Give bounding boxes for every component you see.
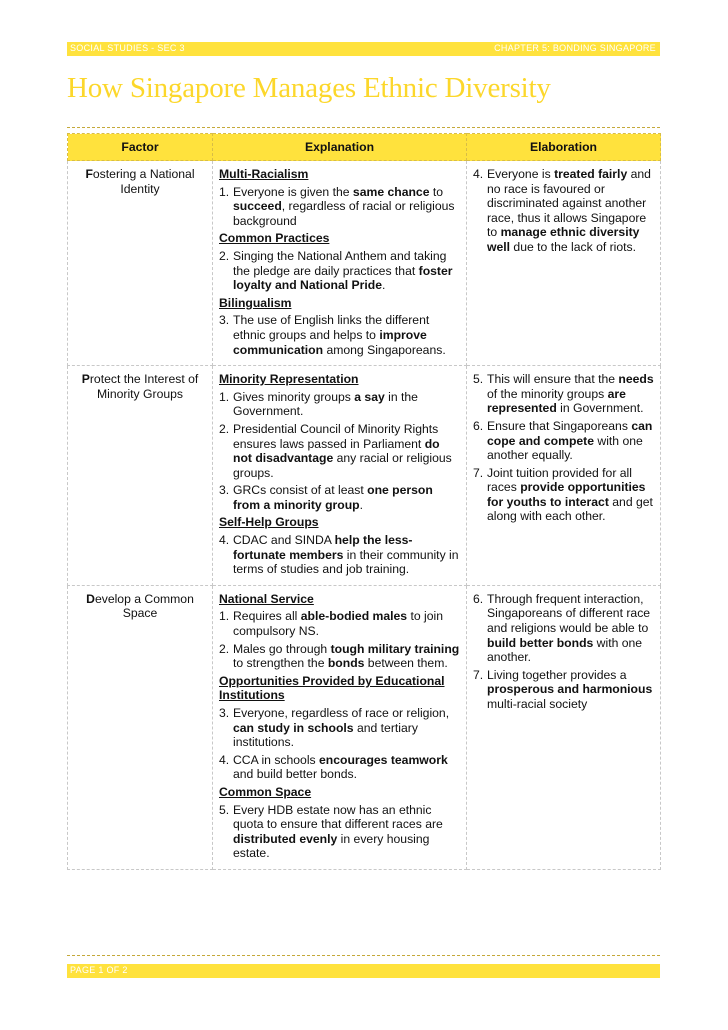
bold-text: able-bodied males: [300, 609, 408, 624]
bold-text: improve communication: [233, 327, 427, 357]
text-fragment: and no race is favoured or discriminated against another race, thus it allows Singapore to: [487, 167, 651, 240]
subheading: Common Space: [219, 784, 312, 799]
subheading: Bilingualism: [219, 295, 292, 310]
text-fragment: , regardless of racial or religious background: [233, 199, 455, 228]
list-item: [219, 249, 461, 293]
table-header-row: [68, 134, 661, 161]
list-item: [219, 483, 461, 512]
bold-text: same chance: [352, 184, 430, 199]
text-fragment: Through frequent interaction, Singaporeans of different race and religions would be able to: [487, 591, 651, 636]
bold-text: encourages teamwork: [319, 752, 448, 767]
text-fragment: with one another equally.: [487, 433, 643, 463]
item-number: 4.: [219, 533, 230, 548]
text-fragment: This will ensure that the: [487, 372, 619, 387]
item-number: 5.: [219, 802, 230, 817]
text-fragment: Ensure that Singaporeans: [487, 418, 632, 433]
item-number: 3.: [219, 483, 230, 498]
bold-text: needs: [618, 372, 654, 387]
explanation-cell: [213, 366, 467, 586]
text-fragment: in their community in terms of studies and job training.: [233, 547, 459, 577]
item-text: [233, 185, 461, 229]
text-fragment: GRCs consist of at least: [233, 483, 368, 498]
bold-text: one person from a minority group: [233, 483, 433, 512]
chapter-label: CHAPTER 5: BONDING SINGAPORE: [494, 43, 656, 53]
bold-text: a say: [354, 389, 385, 404]
subheading: Minority Representation: [219, 372, 359, 387]
text-fragment: in Government.: [556, 401, 644, 416]
list-item: [219, 642, 461, 671]
bold-text: prosperous and harmonious: [487, 682, 653, 697]
text-fragment: CDAC and SINDA: [233, 533, 335, 548]
list-item: [219, 533, 461, 577]
column-header-elaboration: Elaboration: [467, 134, 661, 161]
factor-cell: [68, 366, 213, 586]
item-text: [487, 466, 655, 524]
bold-text: can cope and compete: [487, 418, 653, 448]
item-number: 7.: [473, 465, 484, 480]
factor-label: evelop a Common Space: [94, 591, 194, 621]
text-fragment: multi-racial society: [487, 697, 588, 711]
text-fragment: Every HDB estate now has an ethnic quota to ensure that different races are: [233, 802, 443, 832]
item-number: 7.: [473, 667, 484, 682]
item-number: 4.: [473, 167, 484, 181]
bold-text: distributed evenly: [233, 831, 338, 846]
bold-text: are represented: [487, 386, 626, 416]
column-header-explanation: Explanation: [213, 134, 467, 161]
list-item: [219, 313, 461, 357]
text-fragment: any racial or religious groups.: [233, 451, 452, 480]
text-fragment: Males go through: [233, 641, 331, 656]
list-item: [473, 372, 655, 416]
list-item: [473, 592, 655, 665]
item-text: [233, 249, 461, 293]
text-fragment: Requires all: [233, 609, 301, 624]
subheading: National Service: [219, 591, 314, 606]
item-text: [233, 609, 461, 638]
explanation-cell: [213, 585, 467, 869]
item-number: 1.: [219, 184, 230, 199]
item-text: [487, 167, 655, 255]
subheading: Opportunities Provided by Educational Institutions: [219, 673, 445, 703]
factor-label: ostering a National Identity: [92, 167, 195, 196]
text-fragment: among Singaporeans.: [323, 342, 446, 357]
item-text: [233, 483, 461, 512]
item-number: 3.: [219, 313, 230, 328]
item-text: [487, 419, 655, 463]
item-number: 2.: [219, 641, 230, 656]
item-number: 5.: [473, 372, 484, 387]
list-item: [219, 390, 461, 419]
footer-bar: [67, 964, 660, 978]
list-item: [219, 706, 461, 750]
item-number: 3.: [219, 706, 230, 720]
subheading: Multi-Racialism: [219, 167, 309, 181]
text-fragment: between them.: [364, 656, 448, 671]
bold-text: treated fairly: [554, 167, 628, 181]
item-text: [487, 372, 655, 416]
bold-text: do not disadvantage: [233, 436, 440, 466]
text-fragment: CCA in schools: [233, 752, 320, 767]
item-text: [233, 390, 461, 419]
list-item: [219, 803, 461, 861]
item-text: [233, 803, 461, 861]
text-fragment: Living together provides a: [487, 667, 627, 682]
factor-cell: [68, 585, 213, 869]
item-text: [233, 313, 461, 357]
text-fragment: and build better bonds.: [233, 767, 357, 782]
factor-label: rotect the Interest of Minority Groups: [89, 372, 199, 401]
bold-text: build better bonds: [487, 635, 594, 650]
item-number: 2.: [219, 248, 230, 263]
subheading: Self-Help Groups: [219, 515, 319, 530]
text-fragment: Everyone, regardless of race or religion,: [233, 706, 450, 720]
text-fragment: and tertiary institutions.: [233, 720, 418, 750]
item-text: [487, 592, 655, 665]
table-row: [68, 585, 661, 869]
item-text: [233, 706, 461, 750]
header-bar: [67, 42, 660, 56]
item-number: 6.: [473, 591, 484, 606]
elaboration-cell: [467, 161, 661, 366]
text-fragment: Joint tuition provided for all races: [487, 465, 632, 495]
elaboration-cell: [467, 585, 661, 869]
bold-text: foster loyalty and National Pride: [233, 263, 453, 293]
table-row: [68, 366, 661, 586]
text-fragment: .: [382, 278, 386, 293]
list-item: [473, 466, 655, 524]
factor-cell: [68, 161, 213, 366]
text-fragment: Everyone is: [487, 167, 555, 181]
table-row: [68, 161, 661, 366]
explanation-cell: [213, 161, 467, 366]
list-item: [219, 609, 461, 638]
column-header-factor: Factor: [68, 134, 213, 161]
text-fragment: to strengthen the: [233, 656, 328, 671]
bold-text: succeed: [233, 199, 282, 214]
bold-text: provide opportunities for youths to interact: [487, 480, 646, 509]
page-title: How Singapore Manages Ethnic Diversity: [67, 72, 551, 104]
bold-text: can study in schools: [233, 720, 354, 735]
text-fragment: in every housing estate.: [233, 831, 430, 861]
bold-text: tough military training: [330, 641, 460, 656]
title-divider: [67, 127, 660, 128]
item-text: [233, 753, 461, 782]
text-fragment: .: [359, 497, 364, 512]
text-fragment: with one another.: [487, 635, 643, 665]
bold-text: manage ethnic diversity well: [487, 225, 640, 254]
factor-initial: D: [86, 591, 95, 606]
bold-text: help the less-fortunate members: [233, 533, 413, 562]
item-text: [233, 533, 461, 577]
text-fragment: to: [429, 184, 444, 199]
text-fragment: and get along with each other.: [487, 494, 653, 524]
item-text: [487, 668, 655, 712]
text-fragment: due to the lack of riots.: [510, 239, 637, 254]
text-fragment: Singing the National Anthem and taking the pledge are daily practices that: [233, 248, 447, 278]
text-fragment: Presidential Council of Minority Rights ensures laws passed in Parliament: [233, 421, 439, 451]
text-fragment: The use of English links the different ethnic groups and helps to: [233, 313, 430, 342]
item-text: [233, 422, 461, 480]
list-item: [473, 668, 655, 712]
item-number: 1.: [219, 389, 230, 404]
elaboration-cell: [467, 366, 661, 586]
footer-divider: [67, 955, 660, 956]
list-item: [473, 419, 655, 463]
item-number: 6.: [473, 418, 484, 433]
item-number: 4.: [219, 752, 230, 767]
subheading: Common Practices: [219, 231, 330, 246]
list-item: [473, 167, 655, 255]
factor-initial: P: [81, 372, 90, 387]
page-number: PAGE 1 OF 2: [70, 965, 128, 975]
list-item: [219, 422, 461, 480]
text-fragment: of the minority groups: [487, 386, 608, 401]
list-item: [219, 753, 461, 782]
bold-text: bonds: [327, 656, 365, 671]
text-fragment: in the Government.: [233, 389, 418, 419]
list-item: [219, 185, 461, 229]
factor-initial: F: [85, 167, 93, 181]
text-fragment: Everyone is given the: [233, 184, 353, 199]
diversity-table: [67, 133, 661, 870]
item-text: [233, 642, 461, 671]
item-number: 1.: [219, 609, 230, 624]
text-fragment: to join compulsory NS.: [233, 609, 444, 639]
text-fragment: Gives minority groups: [233, 389, 355, 404]
subject-label: SOCIAL STUDIES - SEC 3: [70, 43, 185, 53]
item-number: 2.: [219, 421, 230, 436]
